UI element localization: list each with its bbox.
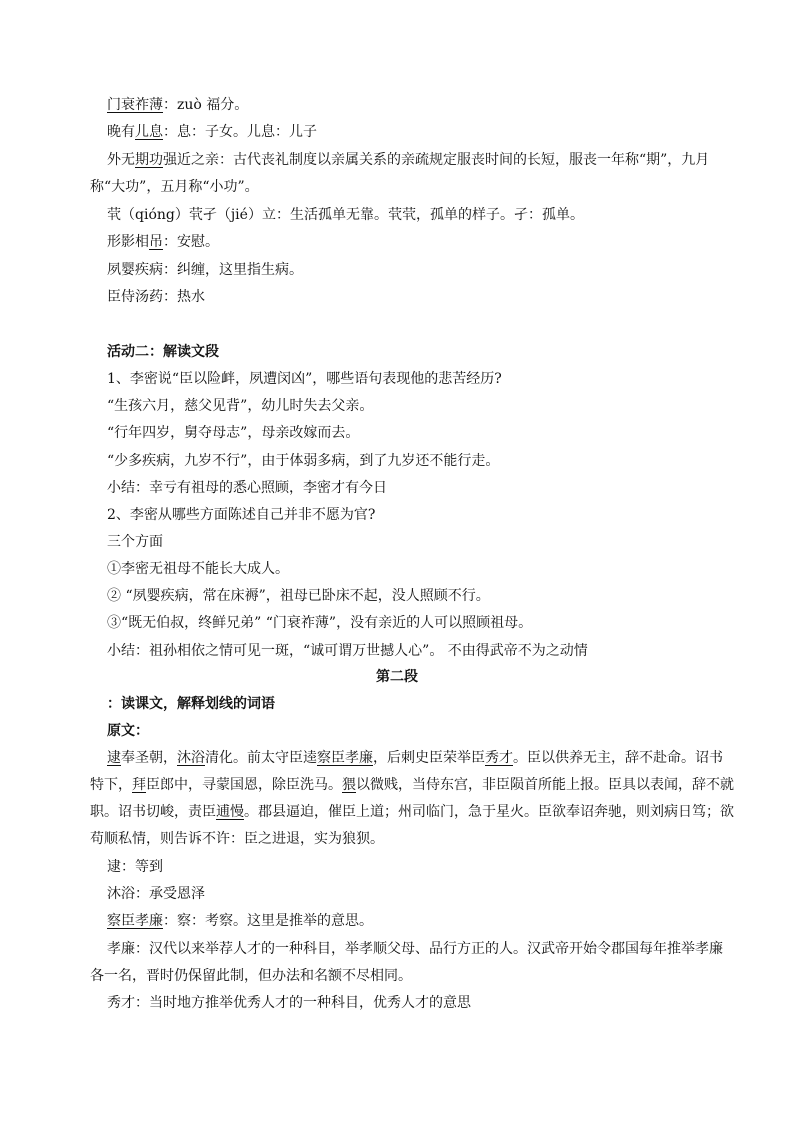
underlined-term: 儿息 bbox=[135, 124, 163, 140]
note-menshuai bbox=[107, 95, 248, 115]
note-text: ：安慰。 bbox=[163, 234, 219, 250]
answer-line-3: “少多疾病，九岁不行”，由于体弱多病，到了九岁还不能行走。 bbox=[107, 453, 500, 469]
underlined-term: 察臣孝廉 bbox=[317, 750, 373, 766]
note-text: ：息：子女。儿息：儿子 bbox=[163, 124, 317, 140]
three-aspects: 三个方面 bbox=[107, 534, 163, 550]
note-waiwu-cont: 称“大功”，五月称“小功”。 bbox=[90, 179, 259, 195]
note-text: ：zuò 福分。 bbox=[163, 97, 249, 113]
note-chenshi: 臣侍汤药：热水 bbox=[107, 289, 205, 305]
point-1: ①李密无祖母不能长大成人。 bbox=[107, 561, 289, 577]
section-instruction: ：读课文，解释划线的词语 bbox=[107, 696, 275, 712]
passage-text: 职。诏书切峻，责臣 bbox=[90, 804, 216, 820]
passage-line-1 bbox=[107, 748, 723, 768]
question-2: 2、李密从哪些方面陈述自己并非不愿为官? bbox=[107, 507, 376, 523]
yuanwen-label: 原文： bbox=[107, 723, 149, 739]
underlined-term: 逮 bbox=[107, 750, 121, 766]
note-xingying bbox=[107, 232, 219, 252]
note-wanyou bbox=[107, 122, 317, 142]
passage-text: 。臣以供养无主，辞不赴命。诏书 bbox=[513, 750, 723, 766]
underlined-term: 猥 bbox=[342, 777, 356, 793]
question-1: 1、李密说“臣以险衅，夙遭闵凶”，哪些语句表现他的悲苦经历? bbox=[107, 371, 502, 387]
gloss-cha bbox=[107, 911, 373, 931]
note-waiwu bbox=[107, 150, 709, 170]
gloss-dai: 逮：等到 bbox=[107, 859, 163, 875]
point-3: ③“既无伯叔，终鲜兄弟” “门衰祚薄”，没有亲近的人可以照顾祖母。 bbox=[107, 615, 533, 631]
passage-text: ，后刺史臣荣举臣 bbox=[373, 750, 485, 766]
answer-line-1: “生孩六月，慈父见背”，幼儿时失去父亲。 bbox=[107, 398, 374, 414]
passage-line-4 bbox=[90, 829, 384, 849]
passage-text: 奉圣朝， bbox=[121, 750, 177, 766]
underlined-term: 沐浴 bbox=[177, 750, 205, 766]
section-title: 第二段 bbox=[376, 669, 418, 685]
note-text: 强近之亲：古代丧礼制度以亲属关系的亲疏规定服丧时间的长短，服丧一年称“期”，九月 bbox=[163, 152, 710, 168]
underlined-term: 吊 bbox=[149, 234, 163, 250]
note-text: 形影相 bbox=[107, 234, 149, 250]
underlined-term: 逋慢 bbox=[216, 804, 244, 820]
note-text: 晚有 bbox=[107, 124, 135, 140]
underlined-term: 秀才 bbox=[485, 750, 513, 766]
activity-heading: 活动二：解读文段 bbox=[107, 344, 219, 360]
passage-line-3 bbox=[90, 802, 734, 822]
gloss-muyu: 沐浴：承受恩泽 bbox=[107, 886, 205, 902]
note-text: 外无 bbox=[107, 152, 135, 168]
answer-line-2: “行年四岁，舅夺母志”，母亲改嫁而去。 bbox=[107, 425, 360, 441]
gloss-xiaolian-cont: 各一名，晋时仍保留此制，但办法和名额不尽相同。 bbox=[90, 968, 412, 984]
passage-text: 以微贱，当侍东宫，非臣陨首所能上报。臣具以表闻，辞不就 bbox=[356, 777, 734, 793]
underlined-term: 拜 bbox=[132, 777, 146, 793]
underlined-term: 期功 bbox=[135, 152, 163, 168]
passage-text: 臣郎中，寻蒙国恩，除臣洗马。 bbox=[146, 777, 342, 793]
passage-text: 特下， bbox=[90, 777, 132, 793]
passage-text: 清化。前太守臣逵 bbox=[205, 750, 317, 766]
point-2: ② “夙婴疾病，常在床褥”，祖母已卧床不起，没人照顾不行。 bbox=[107, 588, 490, 604]
gloss-text: ：察：考察。这里是推举的意思。 bbox=[163, 913, 373, 929]
note-fengying: 夙婴疾病：纠缠，这里指生病。 bbox=[107, 262, 303, 278]
underlined-term: 门衰祚薄 bbox=[107, 97, 163, 113]
summary-2: 小结：祖孙相依之情可见一斑，“诚可谓万世撼人心”。 不由得武帝不为之动情 bbox=[107, 643, 588, 659]
passage-line-2 bbox=[90, 775, 734, 795]
passage-text: 。郡县逼迫，催臣上道；州司临门，急于星火。臣欲奉诏奔驰，则刘病日笃；欲 bbox=[244, 804, 734, 820]
passage-text: 苟顺私情，则告诉不许：臣之进退，实为狼狈。 bbox=[90, 831, 384, 847]
underlined-term: 察臣孝廉 bbox=[107, 913, 163, 929]
summary-1: 小结：幸亏有祖母的悉心照顾，李密才有今日 bbox=[107, 480, 387, 496]
note-qiongqiong: 茕（qióng）茕孑（jié）立：生活孤单无靠。茕茕，孤单的样子。孑：孤单。 bbox=[107, 207, 584, 223]
gloss-xiucai: 秀才：当时地方推举优秀人才的一种科目，优秀人才的意思 bbox=[107, 995, 471, 1011]
gloss-xiaolian: 孝廉：汉代以来举荐人才的一种科目，举孝顺父母、品行方正的人。汉武帝开始令郡国每年推举孝廉 bbox=[107, 941, 723, 957]
